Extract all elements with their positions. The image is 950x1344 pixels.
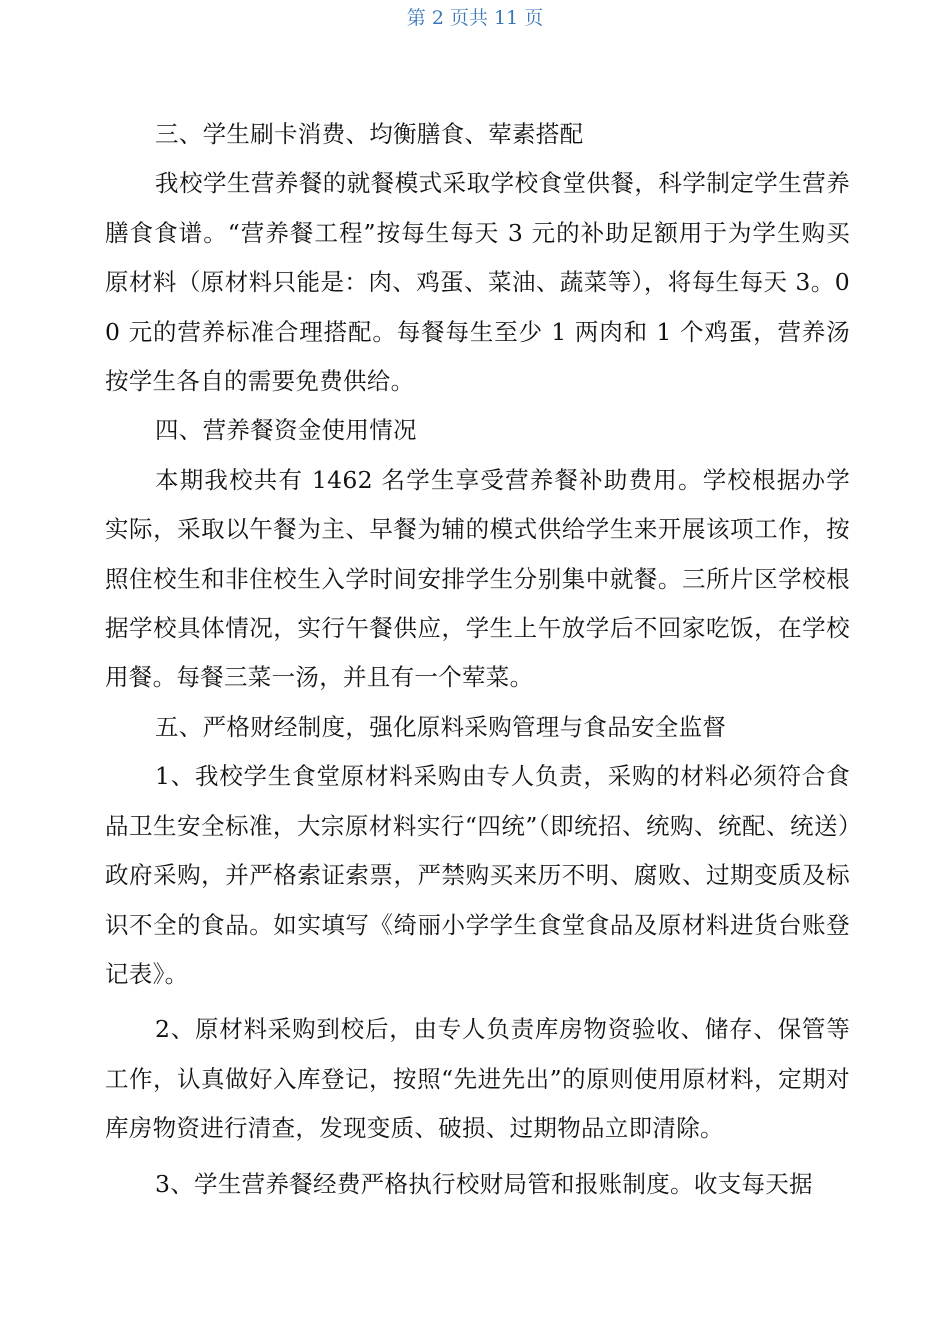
page-indicator: 第 2 页共 11 页 [406,7,544,29]
paragraph-item-3: 3、学生营养餐经费严格执行校财局管和报账制度。收支每天据 [155,1169,813,1198]
section-heading-4: 四、营养餐资金使用情况 [155,416,417,445]
paragraph-fund-usage: 本期我校共有 1462 名学生享受营养餐补助费用。学校根据办学实际，采取以午餐为主、早餐为辅的模式供给学生来开展该项工作，按照住校生和非住校生入学时间安排学生分别集中就餐。三所片区学校根据学校具体情况，实行午餐供应，学生上午放学后不回家吃饭，在学校用餐。每餐三菜一汤，并且有一个荤菜。 [105,465,850,692]
paragraph-meal-model: 我校学生营养餐的就餐模式采取学校食堂供餐，科学制定学生营养膳食食谱。“营养餐工程”按每生每天 3 元的补助足额用于为学生购买原材料（原材料只能是：肉、鸡蛋、菜油、蔬菜等），将每生每天 3。00 元的营养标准合理搭配。每餐每生至少 1 两肉和 1 个鸡蛋，营养汤按学生各自的需要免费供给。 [105,169,850,396]
paragraph-item-2: 2、原材料采购到校后，由专人负责库房物资验收、储存、保管等工作，认真做好入库登记，按照“先进先出”的原则使用原材料，定期对库房物资进行清查，发现变质、破损、过期物品立即清除。 [105,1015,850,1143]
paragraph-item-1: 1、我校学生食堂原材料采购由专人负责，采购的材料必须符合食品卫生安全标准，大宗原材料实行“四统”（即统招、统购、统配、统送）政府采购，并严格索证索票，严禁购买来历不明、腐败、过期变质及标识不全的食品。如实填写《绮丽小学学生食堂食品及原材料进货台账登记表》。 [105,762,850,988]
section-heading-3: 三、学生刷卡消费、均衡膳食、荤素搭配 [155,120,584,148]
section-heading-5: 五、严格财经制度，强化原料采购管理与食品安全监督 [155,712,727,741]
document-body [105,110,850,1209]
